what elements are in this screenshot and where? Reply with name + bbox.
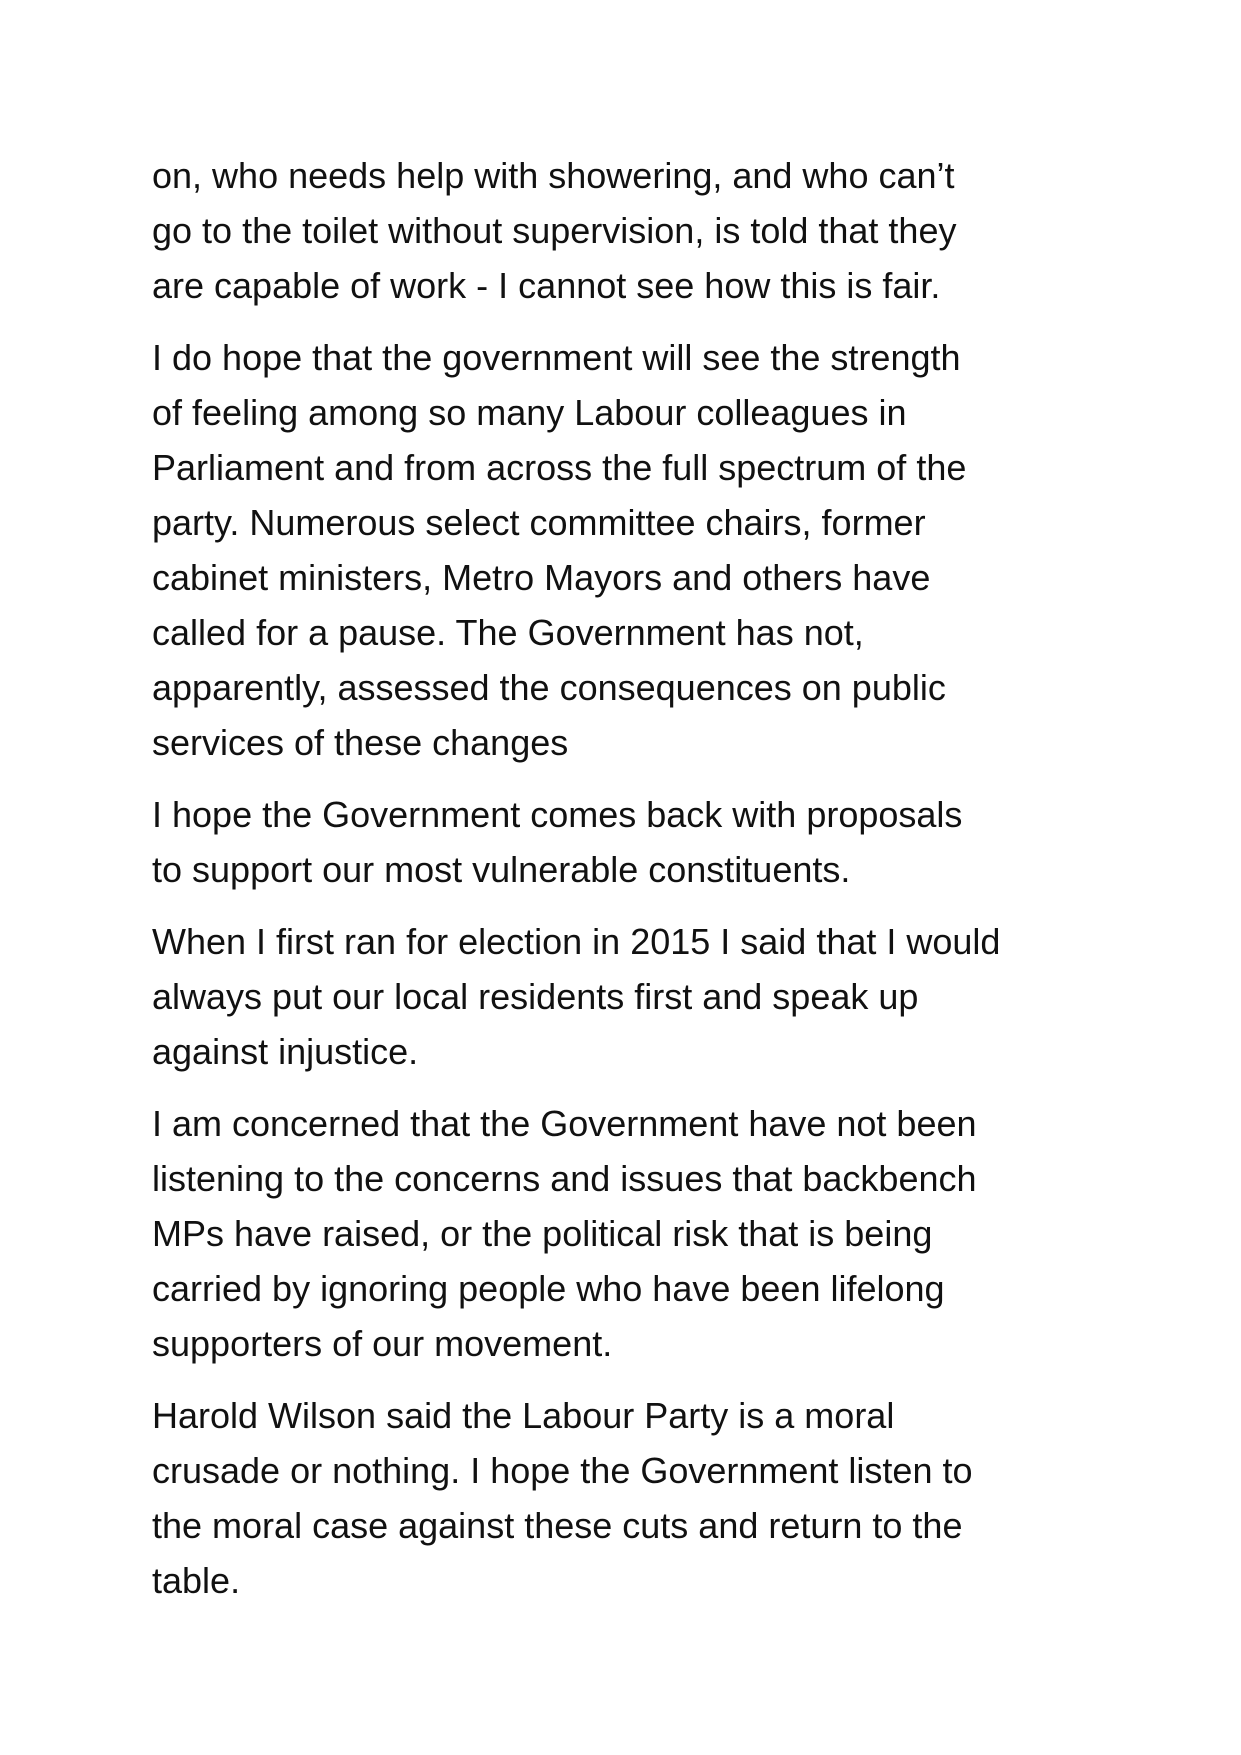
document-body xyxy=(152,148,1102,1625)
paragraph-1: on, who needs help with showering, and who can’t go to the toilet without supervision, is told that they are capable of work - I cannot see how this is fair. xyxy=(152,155,957,306)
paragraph-2: I do hope that the government will see the strength of feeling among so many Labour colleagues in Parliament and from across the full spectrum of the party. Numerous select committee chairs, former cabinet ministers, Metro Mayors and others have called for a pause. The Government has not, apparently, assessed the consequences on public services of these changes xyxy=(152,337,967,763)
paragraph-4: When I first ran for election in 2015 I said that I would always put our local residents first and speak up against injustice. xyxy=(152,921,1001,1072)
paragraph-6: Harold Wilson said the Labour Party is a moral crusade or nothing. I hope the Government listen to the moral case against these cuts and return to the table. xyxy=(152,1395,973,1601)
paragraph-3: I hope the Government comes back with proposals to support our most vulnerable constituents. xyxy=(152,794,963,890)
paragraph-5: I am concerned that the Government have not been listening to the concerns and issues that backbench MPs have raised, or the political risk that is being carried by ignoring people who have been lifelong supporters of our movement. xyxy=(152,1103,977,1364)
